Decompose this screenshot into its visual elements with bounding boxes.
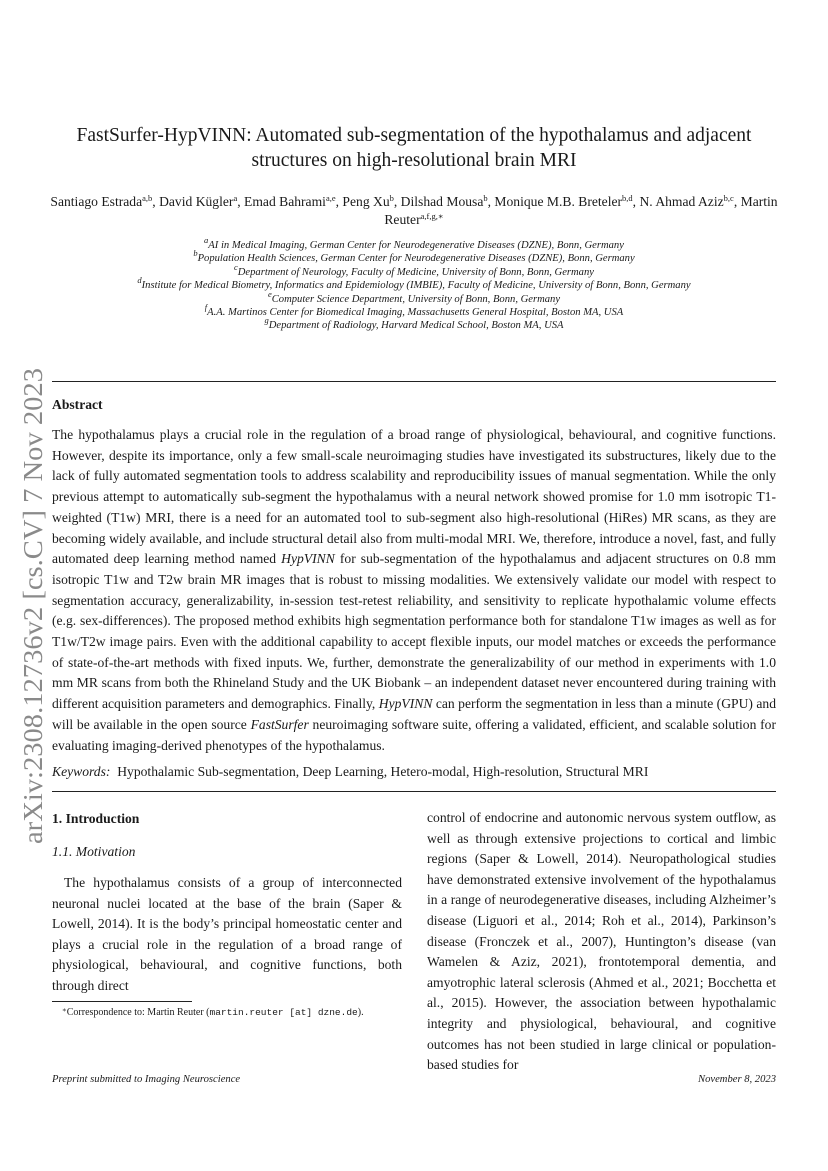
affiliation-mark: f [204,302,208,313]
affiliation-text: A.A. Martinos Center for Biomedical Imaging, Massachusetts General Hospital, Boston MA, USA [207,307,624,319]
keywords-text: Hypothalamic Sub-segmentation, Deep Learning, Hetero-modal, High-resolution, Structural MRI [117,764,649,779]
abstract-text: neuroimaging software suite, offering a validated, efficient, and scalable solution for evaluating imaging-derived phenotypes of the hypothalamus. [52,716,776,753]
affiliation-mark: d [137,275,142,286]
author-name: Martin Reuter [384,194,778,227]
affiliation-mark: a [204,235,209,245]
section-heading-introduction: 1. Introduction [52,811,140,826]
arxiv-identifier-stamp [2,366,52,846]
affiliation [40,248,788,265]
affiliation-text: Computer Science Department, University of Bonn, Bonn, Germany [271,293,561,305]
affiliation [40,235,788,252]
affiliation-text: Institute for Medical Biometry, Informatics and Epidemiology (IMBIE), Faculty of Medicine, University of Bonn, Bonn, Germany [141,280,691,292]
abstract-italic-term: HypVINN [378,696,433,712]
affiliation [40,261,788,279]
author [401,194,488,209]
author-name: Monique M.B. Breteler [494,194,623,209]
author [639,194,733,209]
arxiv-stamp-text: arXiv:2308.12736v2 [cs.CV] 7 Nov 2023 [18,394,48,844]
author-affiliation-mark: a,e [325,193,336,203]
footnote-email: martin.reuter [at] dzne.de [209,1007,358,1018]
footnote-prefix: Correspondence to: Martin Reuter ( [66,1007,210,1018]
abstract-text: The hypothalamus plays a crucial role in the regulation of a broad range of physiological, behavioural, and cognitive functions. However, despite its importance, only a few small-scale neuroimaging studies have investigated its substructures, likely due to the lack of fully automated segmentation tools to address scalability and reproducibility issues of manual segmentation. While the only previous attempt to automatically sub-segment the hypothalamus with a neural network showed promise for 1.0 mm isotropic T1-weighted (T1w) MRI, there is a need for an automated tool to sub-segment also high-resolutional (HiRes) MR scans, as they are becoming widely available, and include structural detail also from multi-modal MRI. We, therefore, introduce a novel, fast, and fully automated deep learning method named [52,427,776,567]
affiliation-text: AI in Medical Imaging, German Center for Neurodegenerative Diseases (DZNE), Bonn, Germany [208,240,624,251]
abstract-bottom-rule [52,791,776,792]
author-affiliation-mark: a,f,g,∗ [420,211,444,221]
author-name: David Kügler [159,194,234,209]
affiliation [40,315,788,332]
abstract-text: for sub-segmentation of the hypothalamus and adjacent structures on 0.8 mm isotropic T1w and T2w brain MR images that is robust to missing modalities. We extensively validate our model with respect to segmentation accuracy, generalizability, in-session test-retest reliability, and sensitivity to replicate hypothalamic volume effects (e.g. sex-differences). The proposed method exhibits high segmentation performance both for standalone T1w images as well as for T1w/T2w image pairs. Even with the additional capability to accept flexible inputs, our model matches or exceeds the performance of state-of-the-art methods with fixed inputs. We, further, demonstrate the generalizability of our method in experiments with 1.0 mm MR scans from both the Rhineland Study and the UK Biobank – an independent dataset never encountered during training with different acquisition parameters and demographics. Finally, [52,551,776,712]
affiliation-text: Population Health Sciences, German Center for Neurodegenerative Diseases (DZNE), Bonn, Germany [197,253,635,265]
intro-paragraph-left: The hypothalamus consists of a group of interconnected neuronal nuclei located at the base of the brain (Saper & Lowell, 2014). It is the body’s principal homeostatic center and plays a crucial role in the regulation of a broad range of physiological, behavioural, and cognitive functions, both through direct [52,875,402,993]
author [342,194,393,209]
author-affiliation-mark: a,b [142,193,153,203]
keywords-line [52,764,776,780]
correspondence-footnote [52,1006,402,1019]
author-affiliation-mark: a [233,193,238,203]
author-name: N. Ahmad Aziz [639,194,724,209]
affiliation-mark: g [264,315,269,326]
author-name: Emad Bahrami [244,194,326,209]
affiliation-text: Department of Radiology, Harvard Medical School, Boston MA, USA [268,320,564,332]
affiliation [40,302,788,319]
author-affiliation-mark: b [483,193,488,203]
author [494,194,632,209]
affiliation-mark: e [267,288,272,299]
left-column [52,811,402,996]
footer-date: November 8, 2023 [698,1074,776,1085]
author [50,194,152,209]
author [159,194,237,209]
affiliation-list [40,235,788,333]
footnote-rule [52,1001,192,1002]
abstract-italic-term: HypVINN [281,551,335,567]
author [244,194,336,209]
footnote-mark: ∗ [62,1006,67,1014]
affiliation [40,288,788,306]
affiliation [40,275,788,292]
author-affiliation-mark: b [389,193,394,203]
affiliation-text: Department of Neurology, Faculty of Medicine, University of Bonn, Bonn, Germany [237,266,594,278]
author-name: Dilshad Mousa [400,194,484,209]
footnote-suffix: ). [357,1007,364,1018]
affiliation-mark: c [234,261,238,272]
author-affiliation-mark: b,d [622,193,633,203]
abstract-top-rule [52,381,776,382]
abstract-body [52,425,776,756]
author-name: Santiago Estrada [50,194,143,209]
footer-journal-note: Preprint submitted to Imaging Neuroscience [52,1074,241,1085]
abstract-text: can perform the segmentation in less than a minute (GPU) and will be available in the open source [52,696,777,732]
intro-paragraph-right: control of endocrine and autonomic nervous system outflow, as well as through extensive projections to cortical and limbic regions (Saper & Lowell, 2014). Neuropathological studies have demonstrated extensive involvement of the hypothalamus in a range of neurodegenerative diseases, including Alzheimer’s disease (Liguori et al., 2014; Roh et al., 2014), Parkinson’s disease (Fronczek et al., 2007), Huntington’s disease (van Wamelen & Aziz, 2021), frontotemporal dementia, and amyotrophic lateral sclerosis (Ahmed et al., 2021; Bocchetta et al., 2015). However, the association between hypothalamic integrity and physiological, behavioural, and cognitive outcomes has not been studied in large clinical or population-based studies for [427,810,776,1073]
abstract-italic-term: FastSurfer [250,716,309,732]
author-affiliation-mark: b,c [723,193,734,203]
subsection-heading-motivation: 1.1. Motivation [52,844,136,859]
author-name: Peng Xu [342,194,390,209]
author-list: Santiago Estrada$^{a,b}$, David Kügler$^a$, Emad Bahrami$^{a,e}$, Peng Xu$^b$, Dilshad Mousa$^b$, Monique M.B. Breteler$^{b,d}$, N. Ahmad Aziz$^{b,c}$, Martin Reuter$^{a,f,g,∗}$ [50,193,778,227]
keywords-label: Keywords: [52,764,111,779]
affiliation-mark: b [193,248,198,259]
paper-title: FastSurfer-HypVINN: Automated sub-segmentation of the hypothalamus and adjacent structures on high-resolutional brain MRI [76,125,752,171]
abstract-heading: Abstract [52,397,103,412]
